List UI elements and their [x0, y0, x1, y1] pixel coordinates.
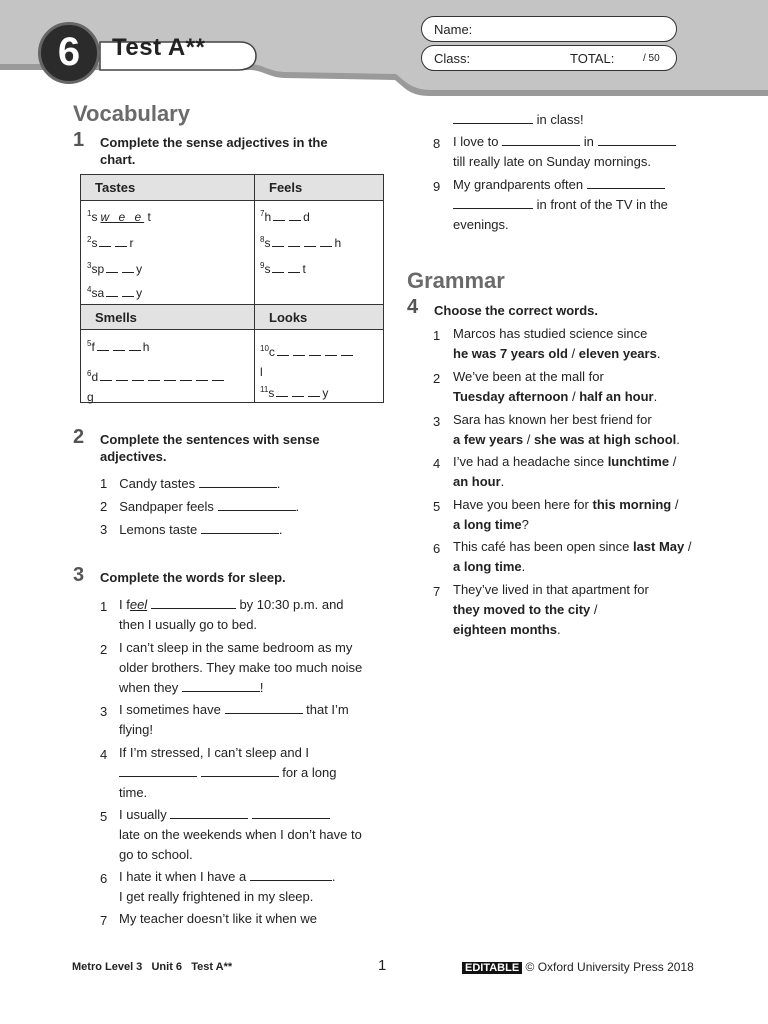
ex4-item-number: 1 — [433, 328, 441, 343]
copyright-text: © Oxford University Press 2018 — [525, 960, 694, 974]
option-a[interactable]: last May — [632, 539, 685, 554]
total-label: TOTAL: — [570, 51, 615, 66]
answer-blank[interactable] — [587, 177, 665, 189]
option-a[interactable]: lunchtime — [607, 454, 670, 469]
column-divider — [254, 330, 255, 403]
ex3-item-8: I love to in till really late on Sunday mornings. — [453, 132, 703, 172]
ex2-item-1: 1 Candy tastes . — [100, 476, 281, 491]
column-divider — [254, 201, 255, 304]
ex3-item-7-continuation: in class! — [453, 110, 584, 130]
option-b[interactable]: half an hour — [579, 389, 654, 404]
ex3-item-9: My grandparents often in front of the TV in the evenings. — [453, 177, 668, 232]
footer-course-info: Metro Level 3 Unit 6 Test A** — [72, 961, 233, 973]
unit-number-badge: 6 — [38, 22, 100, 84]
class-field[interactable] — [421, 45, 677, 71]
option-b[interactable]: a long time — [453, 517, 522, 532]
cell-9[interactable]: $^9$s t — [260, 261, 306, 276]
header-tastes: Tastes — [81, 175, 254, 201]
ex2-item-3: 3 Lemons taste . — [100, 522, 283, 537]
name-field[interactable] — [421, 16, 677, 42]
editable-badge: EDITABLE — [462, 962, 522, 974]
option-a[interactable]: a few years — [453, 432, 524, 447]
exercise-number-4: 4 — [407, 296, 419, 318]
ex4-item-6: This café has been open since last May / a long time. — [453, 539, 692, 574]
header-feels: Feels — [254, 175, 383, 201]
cell-6[interactable]: $^6$d g — [87, 364, 251, 407]
answer-blank[interactable] — [218, 499, 296, 511]
answer-blank[interactable] — [598, 134, 676, 146]
class-label: Class: — [434, 51, 471, 66]
option-b[interactable]: an hour — [453, 474, 501, 489]
total-value: / 50 — [643, 53, 660, 64]
ex3-item-number: 3 — [100, 704, 108, 719]
option-a[interactable]: Tuesday afternoon — [453, 389, 569, 404]
ex3-item-number: 4 — [100, 747, 108, 762]
ex3-item-number: 6 — [100, 871, 108, 886]
answer-blank[interactable] — [453, 197, 533, 209]
option-b[interactable]: she was at high school — [533, 432, 677, 447]
ex3-item-number: 9 — [433, 179, 441, 194]
answer-blank[interactable] — [201, 522, 279, 534]
exercise-number-2: 2 — [73, 426, 85, 448]
page-number: 1 — [378, 957, 387, 974]
ex3-item-5: I usually late on the weekends when I don’t have to go to school. — [119, 807, 362, 862]
cell-10[interactable]: $^{10}$c l — [260, 339, 380, 382]
ex3-item-3: I sometimes have that I’m flying! — [119, 702, 349, 737]
ex3-item-7: My teacher doesn’t like it when we — [119, 911, 317, 926]
answer-blank[interactable] — [225, 702, 303, 714]
cell-11[interactable]: $^{11}$s y — [260, 385, 329, 400]
ex3-item-6: I hate it when I have a . I get really frightened in my sleep. — [119, 869, 336, 904]
cell-5[interactable]: $^5$f h — [87, 339, 150, 354]
answer-blank[interactable] — [151, 597, 236, 609]
ex4-item-number: 4 — [433, 456, 441, 471]
exercise-number-1: 1 — [73, 129, 85, 151]
ex4-item-2: We’ve been at the mall for Tuesday afternoon / half an hour. — [453, 369, 658, 404]
answer-blank[interactable] — [502, 134, 580, 146]
name-label: Name: — [434, 22, 473, 37]
exercise-4-instruction: Choose the correct words. — [434, 303, 598, 318]
cell-2[interactable]: $^2$s r — [87, 235, 134, 250]
option-a[interactable]: they moved to the city — [453, 602, 591, 617]
exercise-1-instruction: Complete the sense adjectives in the chart. — [100, 135, 328, 167]
exercise-3-instruction: Complete the words for sleep. — [100, 570, 286, 585]
ex4-item-5: Have you been here for this morning / a long time? — [453, 497, 679, 532]
ex4-item-1: Marcos has studied science since he was 7 years old / eleven years. — [453, 326, 661, 361]
ex4-item-number: 7 — [433, 584, 441, 599]
ex3-item-4: If I’m stressed, I can’t sleep and I for a long time. — [119, 745, 337, 800]
answer-blank[interactable] — [182, 680, 260, 692]
answer-blank[interactable] — [250, 869, 332, 881]
ex4-item-number: 2 — [433, 371, 441, 386]
answer-blank[interactable] — [201, 765, 279, 777]
ex3-item-number: 5 — [100, 809, 108, 824]
sense-adjectives-table — [80, 174, 384, 403]
ex3-item-number: 7 — [100, 913, 108, 928]
option-b[interactable]: eleven years — [578, 346, 657, 361]
cell-1[interactable]: $^1$s w e e t — [87, 209, 151, 224]
exercise-number-3: 3 — [73, 564, 85, 586]
header-looks: Looks — [254, 304, 383, 330]
grammar-title: Grammar — [407, 268, 505, 293]
cell-4[interactable]: $^4$sa y — [87, 285, 143, 300]
option-a[interactable]: he was 7 years old — [453, 346, 568, 361]
option-b[interactable]: eighteen months — [453, 622, 558, 637]
option-a[interactable]: this morning — [592, 497, 672, 512]
ex3-item-number: 2 — [100, 642, 108, 657]
ex4-item-number: 6 — [433, 541, 441, 556]
answer-blank[interactable] — [453, 112, 533, 124]
ex3-item-2: I can’t sleep in the same bedroom as my older brothers. They make too much noise when they ! — [119, 640, 363, 695]
footer-copyright — [462, 960, 694, 974]
cell-3[interactable]: $^3$sp y — [87, 261, 143, 276]
exercise-2-instruction: Complete the sentences with sense adjectives. — [100, 432, 320, 464]
answer-blank[interactable] — [199, 476, 277, 488]
vocabulary-title: Vocabulary — [73, 101, 190, 126]
answer-blank[interactable] — [170, 807, 248, 819]
ex4-item-number: 3 — [433, 414, 441, 429]
test-title: Test A** — [112, 34, 206, 61]
ex4-item-3: Sara has known her best friend for a few years / she was at high school. — [453, 412, 680, 447]
header-smells: Smells — [81, 304, 254, 330]
ex4-item-7: They’ve lived in that apartment for they moved to the city / eighteen months. — [453, 582, 649, 637]
ex3-item-1: I feel by 10:30 p.m. and then I usually go to bed. — [119, 597, 344, 632]
ex2-item-2: 2 Sandpaper feels . — [100, 499, 300, 514]
ex4-item-number: 5 — [433, 499, 441, 514]
option-b[interactable]: a long time — [453, 559, 522, 574]
answer-blank[interactable] — [252, 807, 330, 819]
ex3-item-number: 8 — [433, 136, 441, 151]
answer-blank[interactable] — [119, 765, 197, 777]
ex4-item-4: I’ve had a headache since lunchtime / an hour. — [453, 454, 677, 489]
cell-7[interactable]: $^7$h d — [260, 209, 310, 224]
ex3-item-number: 1 — [100, 599, 108, 614]
cell-8[interactable]: $^8$s h — [260, 235, 342, 250]
